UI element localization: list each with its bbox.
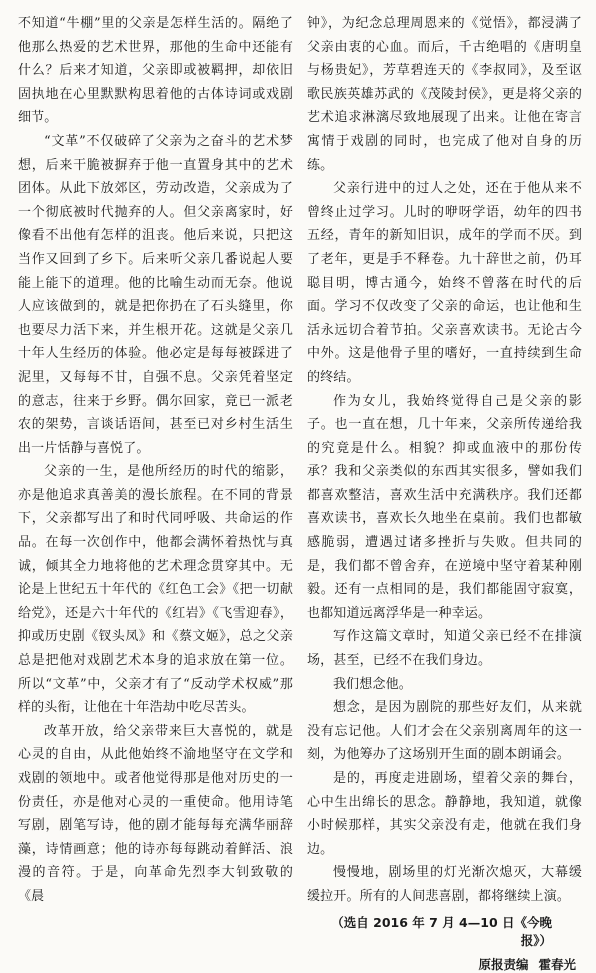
right-column [307, 12, 582, 972]
editor-label: 原报责编 [478, 956, 529, 972]
paragraph: 我们想念他。 [333, 676, 412, 692]
source-citation: （选自 2016 年 7 月 4—10 日《今晚报》） [331, 914, 552, 948]
paragraph: 父亲行进中的过人之处，还在于他从来不曾终止过学习。儿时的咿呀学语，幼年的四书五经，青年的新知旧识，成年的学而不厌。到了老年，更是手不释卷。九十辞世之前，仍耳聪目明，博古通今，始终不曾落在时代的后面。学习不仅改变了父亲的命运，也让他和生活永远切合着节拍。父亲喜欢读书。无论古今中外。这是他骨子里的嗜好，一直持续到生命的终结。 [307, 181, 582, 385]
paragraph: 慢慢地，剧场里的灯光渐次熄灭，大幕缓缓拉开。所有的人间悲喜剧，都将继续上演。 [307, 865, 582, 904]
editor-name: 霍春光 [538, 956, 576, 972]
paragraph: “文革”不仅破碎了父亲为之奋斗的艺术梦想，后来干脆被摒弃于他一直置身其中的艺术团体。从此下放郊区，劳动改造，父亲成为了一个彻底被时代抛弃的人。但父亲离家时，好像看不出他有怎样的沮丧。他后来说，只把这当作又回到了乡下。后来听父亲几番说起人要能上能下的道理。他的比喻生动而无奈。他说人应该做到的，就是把你扔在了石头缝里，你也要尽力活下来，并生根开花。这就是父亲几十年人生经历的体验。他必定是每每被踩进了泥里，又每每不甘，自强不息。父亲凭着坚定的意志，往来于乡野。偶尔回家，竟已一派老农的架势，言谈话语间，甚至已对乡村生活生出一片恬静与喜悦了。 [18, 133, 293, 456]
paragraph: 想念，是因为剧院的那些好友们，从来就没有忘记他。人们才会在父亲别离周年的这一刻，为他筹办了这场别开生面的剧本朗诵会。 [307, 700, 582, 763]
article-columns [18, 12, 582, 972]
paragraph: 钟》，为纪念总理周恩来的《觉悟》，都浸满了父亲由衷的心血。而后，千古绝唱的《唐明皇与杨贵妃》，芳草碧连天的《李叔同》，及至讴歌民族英雄苏武的《茂陵封侯》，更是将父亲的艺术追求淋漓尽致地展现了出来。让他在寄言寓情于戏剧的同时，也完成了他对自身的历练。 [307, 16, 582, 173]
paragraph: 写作这篇文章时，知道父亲已经不在排演场，甚至，已经不在我们身边。 [307, 629, 582, 669]
editor-credit [307, 955, 582, 973]
paragraph: 改革开放，给父亲带来巨大喜悦的，就是心灵的自由，从此他始终不渝地坚守在文学和戏剧的领地中。或者他觉得那是他对历史的一份责任，亦是他对心灵的一重使命。他用诗笔写剧，剧笔写诗，他的剧才能每每充满华丽辞藻，诗情画意；他的诗亦每每跳动着鲜活、浪漫的音符。于是，向革命先烈李大钊致敬的《晨 [18, 723, 293, 904]
paragraph: 父亲的一生，是他所经历的时代的缩影，亦是他追求真善美的漫长旅程。在不同的背景下，父亲都写出了和时代同呼吸、共命运的作品。在每一次创作中，他都会满怀着热忱与真诚，倾其全力地将他的艺术理念贯穿其中。无论是上世纪五十年代的《红色工会》《把一切献给党》，还是六十年代的《红岩》《飞雪迎春》，抑或历史剧《钗头凤》和《蔡文姬》，总之父亲总是把他对戏剧艺术本身的追求放在第一位。所以“文革”中，父亲才有了“反动学术权威”那样的头衔，让他在十年浩劫中吃尽苦头。 [18, 464, 293, 716]
paragraph: 不知道“牛棚”里的父亲是怎样生活的。隔绝了他那么热爱的艺术世界，那他的生命中还能有什么？后来才知道，父亲即或被羁押，却依旧固执地在心里默默构思着他的古体诗词或戏剧细节。 [18, 16, 293, 126]
paragraph: 作为女儿，我始终觉得自己是父亲的影子。也一直在想，几十年来，父亲所传递给我的究竟是什么。相貌？抑或血液中的那份传承？我和父亲类似的东西其实很多，譬如我们都喜欢整洁，喜欢生活中充满秩序。我们还都喜欢读书，喜欢长久地坐在桌前。我们也都敏感脆弱，遭遇过诸多挫折与失败。但共同的是，我们都不曾舍弃，在逆境中坚守着某种刚毅。还有一点相同的是，我们都能固守寂寞，也都知道远离浮华是一种幸运。 [307, 393, 582, 621]
left-column [18, 12, 293, 904]
paragraph: 是的，再度走进剧场，望着父亲的舞台，心中生出绵长的思念。静静地，我知道，就像小时候那样，其实父亲没有走，他就在我们身边。 [307, 771, 582, 857]
